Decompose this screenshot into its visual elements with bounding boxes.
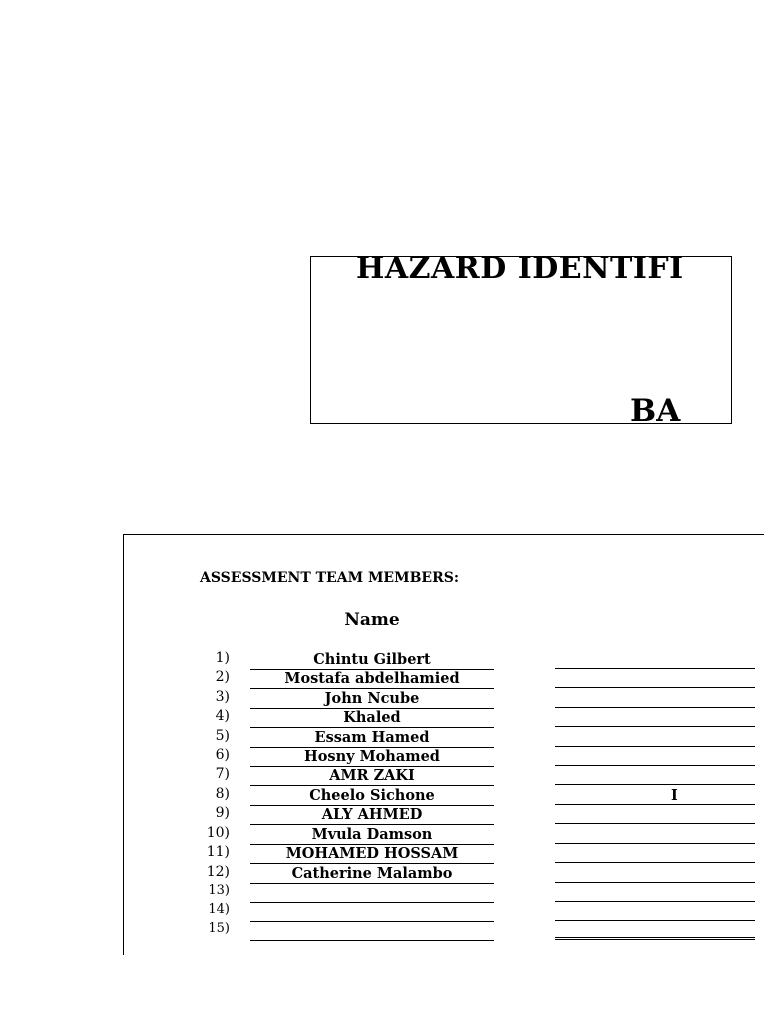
table-row (0, 825, 676, 844)
signature-line-extra (555, 937, 755, 938)
table-row (0, 786, 676, 805)
member-number: 11) (206, 844, 230, 860)
table-row (0, 669, 676, 688)
table-row (0, 883, 676, 902)
member-signature (555, 689, 755, 708)
member-name: AMR ZAKI (250, 766, 494, 786)
member-number: 12) (206, 864, 230, 880)
member-name: Mostafa abdelhamied (250, 669, 494, 689)
member-signature (555, 669, 755, 688)
member-signature (555, 902, 755, 921)
table-row (0, 805, 676, 824)
member-number: 9) (215, 805, 230, 821)
member-signature (555, 708, 755, 727)
member-signature (555, 728, 755, 747)
member-signature (555, 650, 755, 669)
table-row (0, 864, 676, 883)
member-number: 8) (215, 786, 230, 802)
member-number: 2) (215, 669, 230, 685)
table-row (0, 650, 676, 669)
member-number: 14) (208, 902, 230, 917)
title-box (310, 251, 732, 429)
member-signature (555, 805, 755, 824)
member-name: Chintu Gilbert (250, 650, 494, 670)
table-row (0, 844, 676, 863)
member-number: 5) (215, 728, 230, 744)
member-name: ALY AHMED (250, 805, 494, 825)
name-column-header: Name (344, 610, 400, 630)
table-row (0, 708, 676, 727)
member-name: MOHAMED HOSSAM (250, 844, 494, 864)
member-signature (555, 883, 755, 902)
team-heading: ASSESSMENT TEAM MEMBERS: (200, 570, 460, 586)
member-name: Essam Hamed (250, 728, 494, 748)
member-number: 10) (206, 825, 230, 841)
member-name: Catherine Malambo (250, 864, 494, 884)
table-row (0, 747, 676, 766)
table-row (0, 689, 676, 708)
member-name: Cheelo Sichone (250, 786, 494, 806)
member-signature (555, 864, 755, 883)
member-signature (555, 747, 755, 766)
member-name (250, 883, 494, 903)
member-name: John Ncube (250, 689, 494, 709)
member-number: 1) (215, 650, 230, 666)
member-signature (555, 825, 755, 844)
member-number: 15) (208, 921, 230, 936)
member-signature (555, 844, 755, 863)
table-row (0, 902, 676, 921)
member-number: 6) (215, 747, 230, 763)
member-name: Khaled (250, 708, 494, 728)
table-row (0, 728, 676, 747)
document-subtitle: BA (630, 393, 681, 429)
member-signature (555, 766, 755, 785)
member-name: Hosny Mohamed (250, 747, 494, 767)
member-name: Mvula Damson (250, 825, 494, 845)
member-number: 3) (215, 689, 230, 705)
document-title: HAZARD IDENTIFI (356, 251, 684, 286)
member-signature: I (555, 786, 755, 805)
table-row (0, 766, 676, 785)
member-number: 13) (208, 883, 230, 898)
member-name (250, 902, 494, 922)
member-name (250, 921, 494, 941)
member-number: 7) (215, 766, 230, 782)
member-number: 4) (215, 708, 230, 724)
